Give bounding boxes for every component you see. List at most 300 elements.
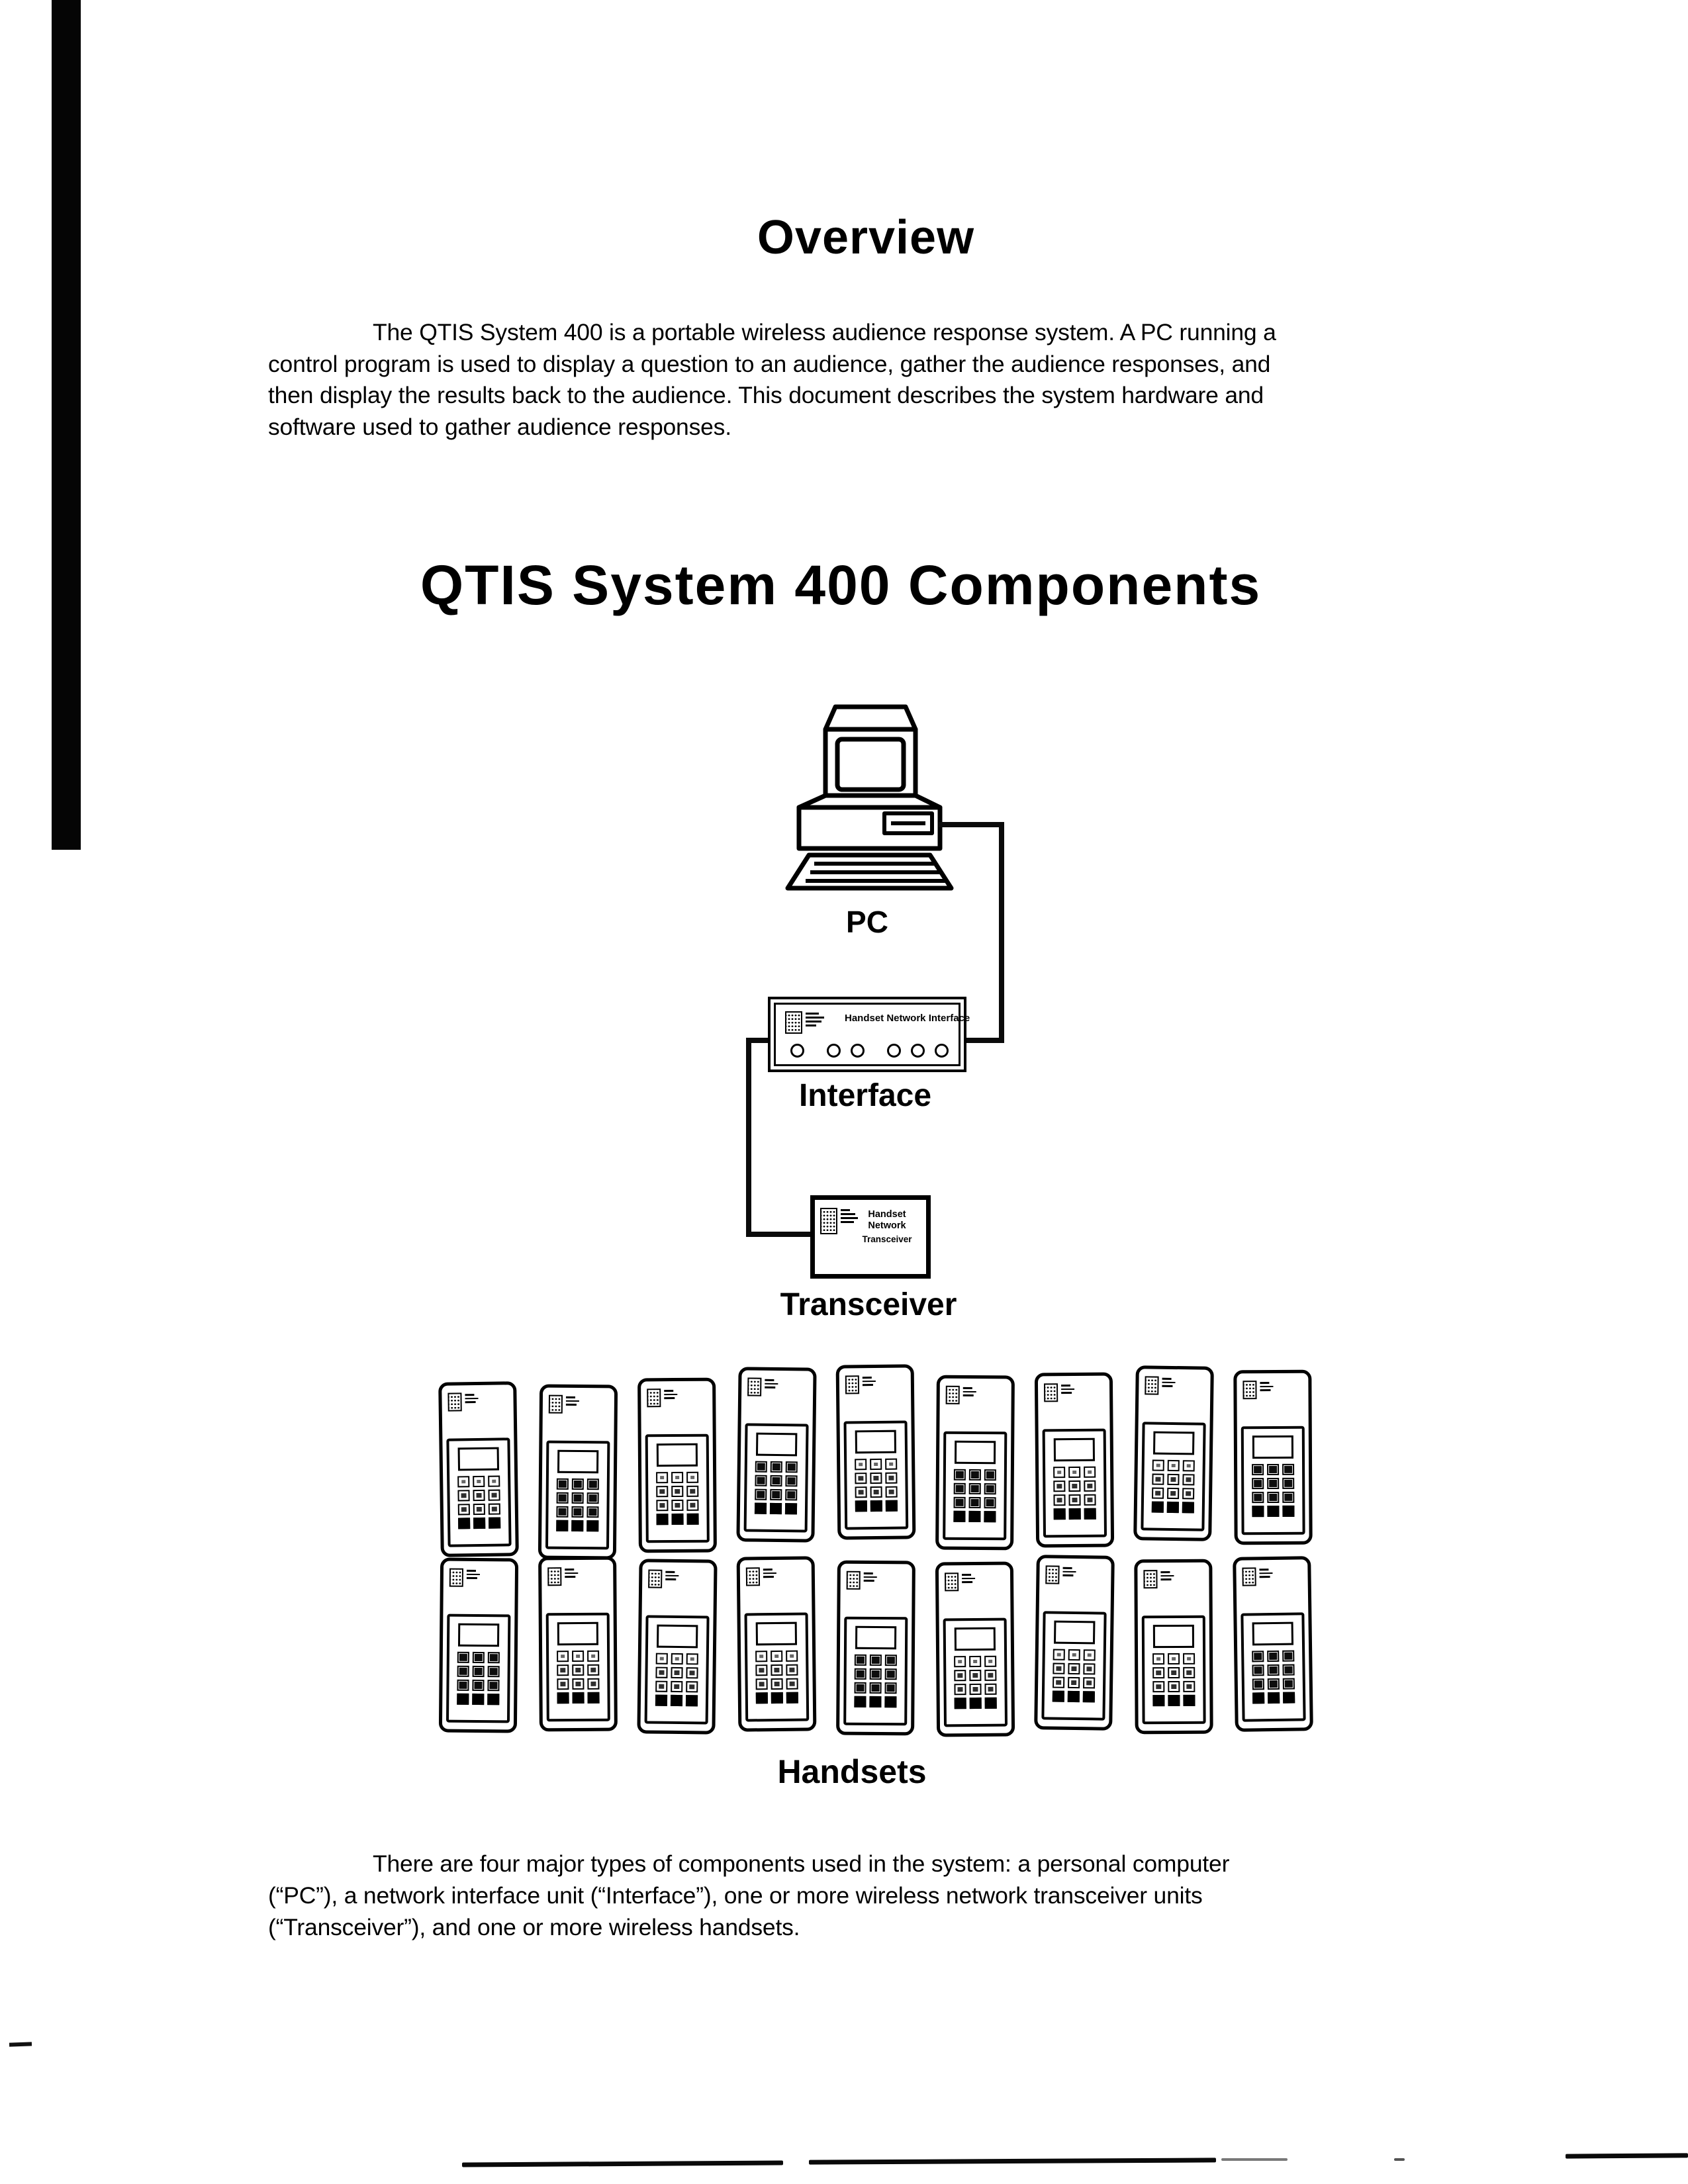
keypad-glyph-icon <box>747 1377 761 1396</box>
logo-text-lines <box>765 1378 778 1396</box>
handset-key <box>755 1461 767 1473</box>
footer-line: (“Transceiver”), and one or more wireless handsets. <box>268 1914 800 1940</box>
handset-key <box>855 1500 867 1512</box>
handset-keypad <box>1045 1649 1103 1702</box>
handset-key <box>885 1668 897 1680</box>
handset-display <box>458 1447 499 1471</box>
transceiver-panel-title-line1: Handset Network <box>868 1209 906 1231</box>
keypad-glyph-icon <box>549 1395 563 1414</box>
handset <box>439 1557 518 1733</box>
cable-pc-to-interface <box>964 1038 1004 1043</box>
handset-display <box>955 1441 996 1464</box>
handset-key <box>573 1692 585 1704</box>
interface-caption: Interface <box>798 1078 932 1113</box>
handset-key <box>884 1696 896 1707</box>
handset-key <box>1168 1460 1180 1471</box>
interface-panel-title: Handset Network Interface <box>845 1013 970 1024</box>
handset-key <box>1267 1664 1279 1676</box>
handset <box>1134 1559 1213 1735</box>
keypad-glyph-icon <box>820 1208 837 1234</box>
handset-key <box>1083 1677 1095 1688</box>
keypad-glyph-icon <box>946 1386 960 1404</box>
handset-key <box>985 1698 997 1709</box>
handset-key <box>1267 1492 1279 1503</box>
handsets-grid <box>437 1365 1317 1745</box>
handset-key <box>984 1469 996 1480</box>
interface-port-icon <box>851 1044 865 1058</box>
handset-key <box>1084 1494 1096 1506</box>
handset-key <box>770 1503 782 1514</box>
handset-key <box>1152 1474 1164 1485</box>
handset-key <box>771 1664 782 1676</box>
handset-key <box>1282 1664 1294 1676</box>
handset-panel <box>645 1434 710 1543</box>
handset <box>1034 1555 1115 1731</box>
handset-key <box>457 1694 469 1705</box>
interface-port-icon <box>887 1044 901 1058</box>
handset-key <box>755 1651 767 1662</box>
handset-key <box>1283 1678 1295 1690</box>
handset-key <box>1084 1467 1096 1478</box>
handset-key <box>1053 1677 1064 1688</box>
brand-logo-icon <box>549 1395 579 1414</box>
handset-key <box>1252 1464 1264 1475</box>
handset-key <box>1252 1692 1264 1704</box>
handset-key <box>1282 1464 1294 1475</box>
footer-line: There are four major types of components used in the system: a personal computer <box>373 1850 1230 1877</box>
handsets-caption: Handsets <box>777 1753 927 1790</box>
handset-display <box>756 1433 797 1457</box>
handset-key <box>984 1497 996 1508</box>
brand-logo-icon <box>1143 1570 1174 1588</box>
logo-text-lines <box>1061 1383 1074 1402</box>
keypad-glyph-icon <box>1045 1565 1059 1584</box>
brand-logo-icon <box>785 1011 824 1034</box>
handset-key <box>1282 1478 1294 1489</box>
logo-text-lines <box>1160 1570 1174 1588</box>
handset-key <box>1084 1649 1096 1661</box>
handset-key <box>1252 1506 1264 1517</box>
handset-key <box>886 1500 898 1512</box>
handset-key <box>1182 1488 1194 1499</box>
handset-key <box>686 1667 698 1678</box>
handset-key <box>770 1489 782 1500</box>
keypad-glyph-icon <box>1044 1383 1058 1402</box>
handset-key <box>885 1473 897 1484</box>
handset-key <box>457 1680 469 1691</box>
handset-panel <box>446 1437 511 1547</box>
handset-key <box>572 1651 584 1662</box>
handset-key <box>869 1696 881 1707</box>
handset-key <box>473 1476 485 1487</box>
handset-key <box>655 1667 667 1678</box>
scan-line-artifact <box>1221 2158 1288 2161</box>
handset-key <box>1267 1651 1279 1662</box>
handset-key <box>969 1684 981 1695</box>
handset-key <box>571 1506 583 1518</box>
handset-key <box>1152 1695 1164 1706</box>
handset-key <box>1252 1492 1264 1503</box>
logo-text-lines <box>664 1388 677 1407</box>
handset-key <box>1152 1488 1164 1499</box>
handset-key <box>586 1520 598 1531</box>
handset-key <box>473 1518 485 1529</box>
handset-keypad <box>945 1469 1004 1523</box>
handset-keypad <box>1144 1459 1203 1513</box>
handset-key <box>557 1664 569 1676</box>
handset-key <box>557 1479 569 1490</box>
brand-logo-icon <box>746 1567 776 1586</box>
logo-text-lines <box>1062 1566 1076 1584</box>
handset-key <box>1267 1464 1279 1475</box>
handset-key <box>1083 1691 1095 1702</box>
handset-key <box>587 1651 599 1662</box>
keypad-glyph-icon <box>845 1375 859 1394</box>
handset-key <box>557 1678 569 1690</box>
handset-key <box>1267 1478 1279 1489</box>
handset-key <box>687 1514 699 1525</box>
cable-interface-to-transceiver <box>746 1232 813 1237</box>
handset-keypad <box>847 1459 906 1512</box>
handset-display <box>855 1626 896 1649</box>
handset-key <box>1167 1488 1179 1499</box>
scan-line-artifact <box>462 2161 783 2167</box>
handset-key <box>968 1511 980 1522</box>
handset-key <box>1252 1678 1264 1690</box>
brand-logo-icon <box>1145 1376 1175 1395</box>
handset-key <box>756 1678 768 1690</box>
handset-key <box>755 1475 767 1486</box>
keypad-glyph-icon <box>1242 1567 1256 1586</box>
handset-display <box>557 1622 598 1645</box>
handset-key <box>671 1653 683 1664</box>
brand-logo-icon <box>747 1377 778 1396</box>
handset-key <box>870 1486 882 1498</box>
transceiver-caption: Transceiver <box>780 1287 957 1322</box>
cable-interface-to-transceiver <box>746 1038 751 1237</box>
handset <box>737 1556 817 1731</box>
handset-key <box>671 1486 683 1497</box>
handset-key <box>472 1680 484 1691</box>
handset <box>1233 1556 1313 1732</box>
handset-key <box>870 1655 882 1666</box>
interface-port-icon <box>790 1044 804 1058</box>
pc-icon <box>783 703 955 895</box>
handset-key <box>488 1652 500 1663</box>
interface-port-icon <box>935 1044 949 1058</box>
logo-text-lines <box>763 1567 776 1586</box>
handset-panel <box>1241 1426 1305 1535</box>
intro-paragraph <box>268 317 1276 443</box>
handset <box>1233 1370 1312 1545</box>
handset-key <box>855 1668 867 1680</box>
logo-text-lines <box>963 1386 976 1404</box>
handset-key <box>1182 1474 1194 1485</box>
pc-caption: PC <box>846 905 888 939</box>
handset-key <box>458 1504 470 1515</box>
handset-key <box>1283 1692 1295 1704</box>
handset-key <box>587 1678 599 1690</box>
footer-paragraph <box>268 1848 1229 1943</box>
handset-key <box>587 1479 599 1490</box>
handset-key <box>786 1651 798 1662</box>
handset-keypad <box>548 1479 607 1532</box>
handset-key <box>1183 1695 1195 1706</box>
handset-key <box>1053 1494 1065 1506</box>
handset-display <box>657 1625 698 1649</box>
handset-key <box>1084 1480 1096 1492</box>
handset-panel <box>446 1614 510 1723</box>
handset-display <box>756 1622 797 1646</box>
interface-faceplate <box>774 1003 970 1066</box>
handset <box>1035 1372 1114 1547</box>
handset-key <box>1282 1492 1294 1503</box>
handset-key <box>954 1483 966 1494</box>
handset-panel <box>745 1613 810 1722</box>
handset-display <box>1153 1432 1194 1455</box>
handset-display <box>657 1443 698 1467</box>
handset-key <box>785 1503 797 1514</box>
handset-key <box>457 1476 469 1487</box>
handset-key <box>756 1692 768 1704</box>
handset-key <box>457 1666 469 1677</box>
handset-panel <box>943 1618 1008 1727</box>
footer-line: (“PC”), a network interface unit (“Interface”), one or more wireless network transceiver units <box>268 1882 1203 1909</box>
handset-key <box>870 1668 882 1680</box>
handset <box>637 1378 717 1553</box>
handset-key <box>671 1681 682 1692</box>
handset-key <box>1268 1678 1280 1690</box>
handset-key <box>970 1698 982 1709</box>
handset-key <box>1053 1691 1064 1702</box>
handset-key <box>955 1698 966 1709</box>
handset-key <box>557 1651 569 1662</box>
interface-port-icon <box>827 1044 841 1058</box>
logo-text-lines <box>1260 1381 1273 1399</box>
logo-text-lines <box>465 1392 478 1411</box>
handset-key <box>671 1500 683 1511</box>
handset-panel <box>1043 1429 1107 1538</box>
handset-key <box>571 1520 583 1531</box>
handset-display <box>1054 1621 1095 1645</box>
handset-key <box>488 1490 500 1501</box>
handset-key <box>671 1695 682 1706</box>
keypad-glyph-icon <box>647 1388 661 1407</box>
handset <box>538 1384 618 1559</box>
handset-key <box>1168 1653 1180 1664</box>
handset-key <box>1168 1681 1180 1692</box>
handset-key <box>686 1486 698 1497</box>
handset-keypad <box>549 1651 608 1704</box>
handset-key <box>870 1459 882 1470</box>
handset-key <box>885 1655 897 1666</box>
handset-key <box>969 1497 981 1508</box>
logo-text-lines <box>565 1567 578 1586</box>
handset-key <box>1168 1695 1180 1706</box>
handset-keypad <box>946 1656 1005 1709</box>
handset-panel <box>844 1421 909 1530</box>
handset-key <box>686 1653 698 1664</box>
handset-key <box>855 1459 867 1470</box>
handset <box>836 1364 916 1539</box>
handset-key <box>686 1695 698 1706</box>
handset-key <box>1152 1460 1164 1471</box>
handset-key <box>755 1664 767 1676</box>
handset-keypad <box>1244 1464 1302 1517</box>
handset-keypad <box>449 1475 508 1529</box>
handset-key <box>1152 1667 1164 1678</box>
handset-key <box>655 1681 667 1692</box>
keypad-glyph-icon <box>449 1569 463 1587</box>
handset-key <box>1183 1681 1195 1692</box>
handset-key <box>885 1459 897 1470</box>
handset-display <box>955 1627 996 1651</box>
handset-key <box>984 1511 996 1522</box>
handset-panel <box>744 1423 809 1532</box>
handset-display <box>557 1450 598 1474</box>
brand-logo-icon <box>1243 1381 1273 1399</box>
handset-key <box>755 1503 767 1514</box>
handset-key <box>572 1678 584 1690</box>
handset-key <box>686 1500 698 1511</box>
handset <box>1133 1365 1214 1541</box>
monitor-top-face <box>825 707 915 729</box>
handset-key <box>457 1490 469 1501</box>
brand-logo-icon <box>1242 1567 1272 1586</box>
keypad-glyph-icon <box>547 1567 561 1586</box>
handset-key <box>786 1678 798 1690</box>
handset-key <box>487 1694 499 1705</box>
handset-key <box>656 1486 668 1497</box>
handset-key <box>969 1483 981 1494</box>
handset-key <box>487 1680 499 1691</box>
scan-line-artifact <box>809 2158 1216 2164</box>
handset-keypad <box>1145 1653 1203 1706</box>
handset-key <box>870 1682 882 1694</box>
handset-key <box>984 1483 996 1494</box>
transceiver-panel-title <box>852 1209 922 1244</box>
handset-display <box>458 1623 499 1647</box>
handset-panel <box>1141 1422 1205 1531</box>
handset-key <box>1068 1677 1080 1688</box>
handset-keypad <box>648 1472 707 1525</box>
handset-keypad <box>647 1653 706 1706</box>
handset-key <box>1268 1692 1280 1704</box>
handset-key <box>755 1489 767 1500</box>
handset-key <box>587 1492 599 1504</box>
logo-text-lines <box>467 1569 480 1587</box>
handset-keypad <box>747 1651 806 1704</box>
handset-display <box>1054 1438 1095 1462</box>
handset-panel <box>943 1432 1007 1541</box>
brand-logo-icon <box>845 1375 876 1394</box>
handset-panel <box>546 1613 610 1722</box>
monitor-screen <box>837 739 904 790</box>
handset-keypad <box>1244 1650 1303 1704</box>
handset <box>935 1561 1015 1737</box>
handset-key <box>1252 1478 1264 1489</box>
logo-text-lines <box>566 1395 579 1414</box>
handset-key <box>854 1696 866 1707</box>
handset-key <box>587 1664 599 1676</box>
handset-key <box>671 1472 683 1483</box>
intro-line: The QTIS System 400 is a portable wireless audience response system. A PC running a <box>373 319 1276 345</box>
handset-key <box>954 1684 966 1695</box>
handset-key <box>785 1489 797 1500</box>
scan-speck <box>9 2042 32 2046</box>
interface-port-row <box>790 1044 949 1058</box>
page-title: Overview <box>757 211 975 264</box>
handset-key <box>686 1681 698 1692</box>
section-heading: QTIS System 400 Components <box>420 554 1262 616</box>
handset-key <box>886 1486 898 1498</box>
handset <box>438 1381 519 1557</box>
handset-key <box>984 1684 996 1695</box>
handset-key <box>1083 1663 1095 1674</box>
handset-key <box>586 1506 598 1518</box>
handset-key <box>1152 1653 1164 1664</box>
handset-key <box>557 1492 569 1504</box>
handset-key <box>885 1682 897 1694</box>
logo-text-lines <box>806 1011 824 1034</box>
handset-key <box>656 1500 668 1511</box>
transceiver-unit <box>810 1195 931 1279</box>
brand-logo-icon <box>1045 1565 1076 1584</box>
handset-key <box>1183 1460 1195 1471</box>
handset-panel <box>1241 1612 1305 1721</box>
handset-key <box>1053 1649 1065 1661</box>
handset-key <box>1068 1494 1080 1506</box>
handset-key <box>1068 1467 1080 1478</box>
handset-key <box>1267 1506 1279 1517</box>
logo-text-lines <box>863 1375 876 1394</box>
handset-key <box>855 1682 867 1694</box>
keypad-glyph-icon <box>1143 1570 1157 1588</box>
handset-keypad <box>747 1461 806 1514</box>
handset-key <box>771 1692 783 1704</box>
brand-logo-icon <box>946 1386 976 1404</box>
handset-key <box>655 1695 667 1706</box>
handset-key <box>1068 1480 1080 1492</box>
logo-text-lines <box>665 1570 679 1588</box>
handset <box>538 1557 618 1732</box>
brand-logo-icon <box>447 1392 478 1412</box>
scan-line-artifact <box>1566 2153 1688 2158</box>
handset-keypad <box>1045 1467 1104 1520</box>
handset-key <box>489 1504 500 1515</box>
handset-panel <box>645 1615 710 1724</box>
cable-pc-to-interface <box>999 822 1004 1043</box>
handset-key <box>557 1692 569 1704</box>
handset-key <box>458 1518 470 1529</box>
handset-key <box>1183 1653 1195 1664</box>
handset-key <box>489 1518 500 1529</box>
interface-unit <box>768 997 970 1072</box>
handset-key <box>1252 1664 1264 1676</box>
handset-keypad <box>449 1652 508 1706</box>
handset-display <box>855 1430 896 1454</box>
brand-logo-icon <box>648 1569 679 1588</box>
handset-key <box>954 1656 966 1667</box>
handset-key <box>1053 1480 1065 1492</box>
handset-display <box>1252 1622 1293 1646</box>
handset-key <box>969 1670 981 1681</box>
handset-key <box>786 1664 798 1676</box>
handset-key <box>572 1479 584 1490</box>
handset-key <box>657 1514 669 1525</box>
handset <box>836 1561 915 1736</box>
handset-key <box>855 1473 867 1484</box>
